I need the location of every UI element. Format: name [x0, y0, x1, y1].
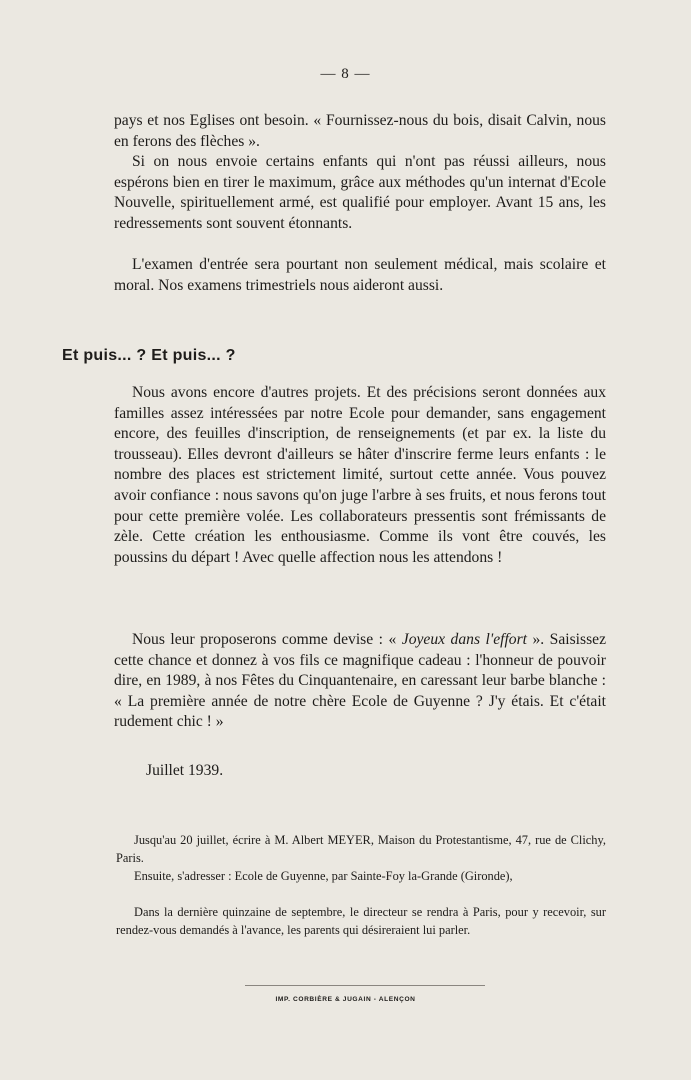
- paragraph-examen: L'examen d'entrée sera pourtant non seulement médical, mais scolaire et moral. Nos examens trimestriels nous aideront aussi.: [114, 256, 606, 294]
- section-heading: Et puis... ? Et puis... ?: [62, 347, 236, 364]
- devise-rest: ». Saisissez cette chance et donnez à vos fils ce magnifique cadeau : l'honneur de pouvoir dire, en 1989, à nos Fêtes du Cinquantenaire, en caressant leur barbe blanche : « La première année de notre chère Ecole de Guyenne ? J'y étais. Et c'était rudement chic ! »: [114, 631, 606, 731]
- note-contact-meyer: Jusqu'au 20 juillet, écrire à M. Albert MEYER, Maison du Protestantisme, 47, rue de Clichy, Paris.: [116, 833, 606, 865]
- devise-intro: Nous leur proposerons comme devise : «: [132, 631, 402, 648]
- paragraph-projets: Nous avons encore d'autres projets. Et des précisions seront données aux familles assez intéressées par notre Ecole pour demander, sans engagement encore, des feuilles d'inscription, de renseignements (et par ex. la liste du trousseau). Elles devront d'ailleurs se hâter d'inscrire ferme leurs enfants : le nombre des places est strictement limité, surtout cette année. Vous pouvez avoir confiance : nous savons qu'on juge l'arbre à ses fruits, et nous ferons tout pour cette première volée. Les collaborateurs pressentis sont frémissants de zèle. Cette création les enthousiasme. Comme ils vont être couvés, les poussins du départ ! Avec quelle affection nous les attendons !: [114, 384, 606, 566]
- printer-imprint: IMP. CORBIÈRE & JUGAIN - ALENÇON: [275, 996, 416, 1003]
- paragraph-enfants: Si on nous envoie certains enfants qui n'ont pas réussi ailleurs, nous espérons bien en tirer le maximum, grâce aux méthodes qu'un internat d'Ecole Nouvelle, spirituellement armé, est qualifié pour employer. Avant 15 ans, les redressements sont souvent étonnants.: [114, 153, 606, 232]
- note-directeur: Dans la dernière quinzaine de septembre, le directeur se rendra à Paris, pour y recevoir, sur rendez-vous demandés à l'avance, les parents qui désireraient lui parler.: [116, 905, 606, 937]
- date-line: Juillet 1939.: [146, 762, 224, 779]
- page-number: — 8 —: [320, 66, 371, 82]
- note-ecole-guyenne: Ensuite, s'adresser : Ecole de Guyenne, par Sainte-Foy la-Grande (Gironde),: [134, 869, 513, 883]
- paragraph-devise: [114, 630, 606, 733]
- paragraph-calvin-quote: pays et nos Eglises ont besoin. « Fournissez-nous du bois, disait Calvin, nous en ferons des flèches ».: [114, 112, 606, 150]
- footer-divider: [245, 985, 485, 986]
- devise-motto: Joyeux dans l'effort: [401, 631, 527, 648]
